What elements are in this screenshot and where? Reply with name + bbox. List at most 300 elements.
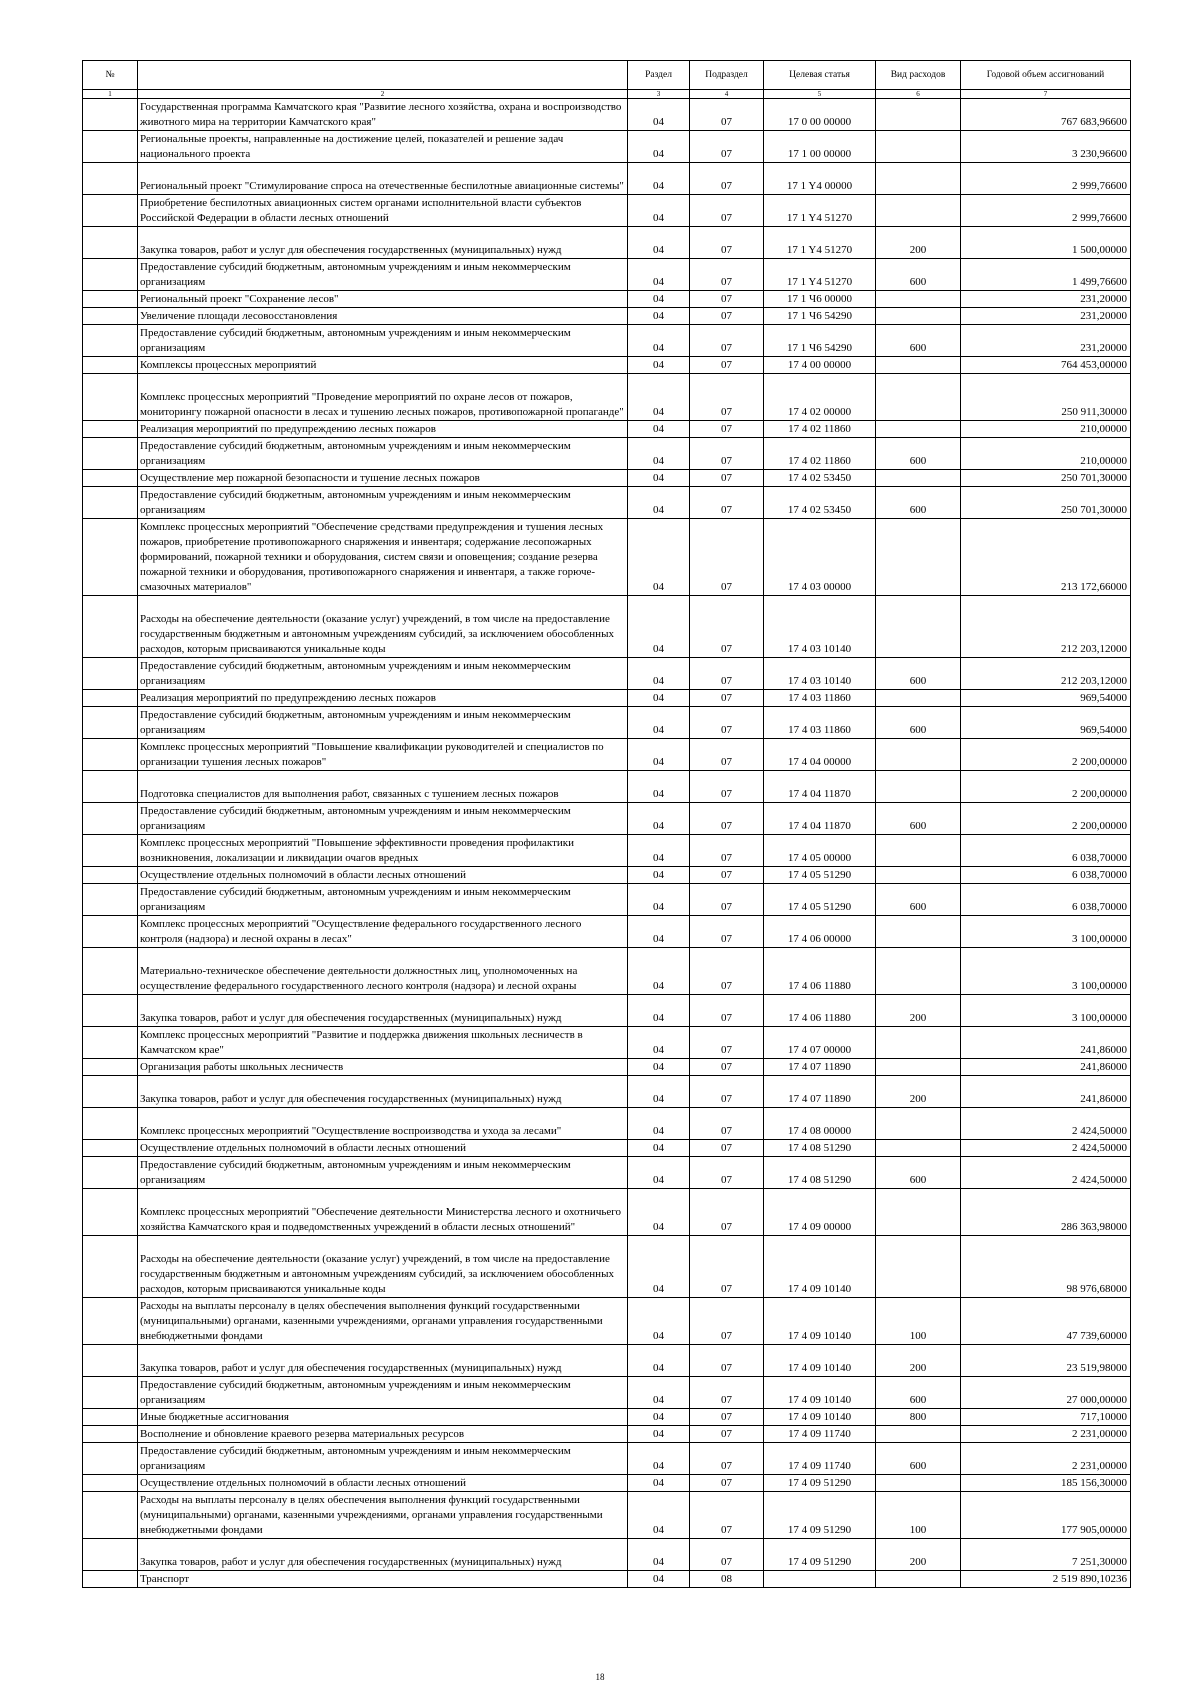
row-name-cell: Комплекс процессных мероприятий "Осуществление воспроизводства и ухода за лесами" [138,1108,628,1140]
row-name-cell: Закупка товаров, работ и услуг для обеспечения государственных (муниципальных) нужд [138,1345,628,1377]
row-expense-type-cell [876,1426,961,1443]
row-subsection-cell: 07 [690,771,764,803]
column-number: 6 [876,90,961,99]
row-target-cell: 17 4 09 51290 [764,1539,876,1571]
row-number-cell [83,325,138,357]
row-expense-type-cell: 600 [876,707,961,739]
row-expense-type-cell [876,374,961,421]
table-row [83,1157,1131,1189]
row-subsection-cell: 07 [690,690,764,707]
table-row [83,803,1131,835]
row-amount-cell: 764 453,00000 [961,357,1131,374]
table-row [83,308,1131,325]
row-amount-cell: 2 999,76600 [961,163,1131,195]
row-name-cell: Осуществление отдельных полномочий в области лесных отношений [138,1475,628,1492]
column-number: 7 [961,90,1131,99]
row-number-cell [83,1140,138,1157]
table-row [83,596,1131,658]
row-name-cell: Закупка товаров, работ и услуг для обеспечения государственных (муниципальных) нужд [138,1539,628,1571]
row-name-cell: Организация работы школьных лесничеств [138,1059,628,1076]
row-amount-cell: 2 231,00000 [961,1426,1131,1443]
row-target-cell: 17 4 04 11870 [764,771,876,803]
row-expense-type-cell: 100 [876,1492,961,1539]
row-section-cell: 04 [628,99,690,131]
row-number-cell [83,99,138,131]
row-target-cell: 17 4 09 10140 [764,1409,876,1426]
table-row [83,438,1131,470]
row-subsection-cell: 07 [690,259,764,291]
row-name-cell: Государственная программа Камчатского края "Развитие лесного хозяйства, охрана и воспроизводство животного мира на территории Камчатского края" [138,99,628,131]
row-name-cell: Транспорт [138,1571,628,1588]
row-subsection-cell: 07 [690,1059,764,1076]
row-expense-type-cell [876,771,961,803]
row-subsection-cell: 07 [690,438,764,470]
row-number-cell [83,803,138,835]
row-number-cell [83,519,138,596]
row-subsection-cell: 07 [690,519,764,596]
table-row [83,948,1131,995]
row-number-cell [83,1475,138,1492]
row-target-cell: 17 4 06 11880 [764,995,876,1027]
row-name-cell: Предоставление субсидий бюджетным, автономным учреждениям и иным некоммерческим организациям [138,803,628,835]
row-amount-cell: 47 739,60000 [961,1298,1131,1345]
row-expense-type-cell: 600 [876,658,961,690]
row-section-cell: 04 [628,308,690,325]
header-expense-type: Вид расходов [876,61,961,90]
table-row [83,259,1131,291]
row-amount-cell: 241,86000 [961,1076,1131,1108]
row-section-cell: 04 [628,357,690,374]
row-expense-type-cell: 600 [876,438,961,470]
row-number-cell [83,707,138,739]
row-target-cell: 17 4 03 10140 [764,658,876,690]
row-name-cell: Закупка товаров, работ и услуг для обеспечения государственных (муниципальных) нужд [138,1076,628,1108]
row-amount-cell: 231,20000 [961,291,1131,308]
table-row [83,374,1131,421]
table-row [83,1027,1131,1059]
row-amount-cell: 212 203,12000 [961,658,1131,690]
row-name-cell: Расходы на выплаты персоналу в целях обеспечения выполнения функций государственными (муниципальными) органами, казенными учреждениями, органами управления государственными внебюджетными фондами [138,1492,628,1539]
row-section-cell: 04 [628,1108,690,1140]
row-name-cell: Комплекс процессных мероприятий "Повышение эффективности проведения профилактики возникновения, локализации и ликвидации очагов вредных [138,835,628,867]
table-row [83,1189,1131,1236]
row-subsection-cell: 07 [690,308,764,325]
row-target-cell [764,1571,876,1588]
row-section-cell: 04 [628,163,690,195]
row-name-cell: Предоставление субсидий бюджетным, автономным учреждениям и иным некоммерческим организациям [138,1443,628,1475]
table-row [83,357,1131,374]
row-number-cell [83,470,138,487]
table-row [83,519,1131,596]
row-number-cell [83,259,138,291]
table-row [83,99,1131,131]
row-expense-type-cell: 600 [876,1443,961,1475]
row-amount-cell: 177 905,00000 [961,1492,1131,1539]
table-row [83,916,1131,948]
row-target-cell: 17 0 00 00000 [764,99,876,131]
row-subsection-cell: 07 [690,1140,764,1157]
row-expense-type-cell [876,835,961,867]
row-target-cell: 17 1 Ч6 54290 [764,308,876,325]
row-number-cell [83,1409,138,1426]
table-row [83,658,1131,690]
row-name-cell: Комплекс процессных мероприятий "Повышение квалификации руководителей и специалистов по организации тушения лесных пожаров" [138,739,628,771]
row-target-cell: 17 4 08 51290 [764,1157,876,1189]
row-amount-cell: 98 976,68000 [961,1236,1131,1298]
row-number-cell [83,195,138,227]
page-number: 18 [595,1672,605,1682]
row-subsection-cell: 07 [690,995,764,1027]
row-amount-cell: 6 038,70000 [961,867,1131,884]
row-section-cell: 04 [628,325,690,357]
row-expense-type-cell [876,690,961,707]
table-row [83,1492,1131,1539]
row-number-cell [83,867,138,884]
row-expense-type-cell: 600 [876,325,961,357]
row-amount-cell: 3 100,00000 [961,995,1131,1027]
table-row [83,1426,1131,1443]
row-subsection-cell: 07 [690,163,764,195]
row-target-cell: 17 4 09 00000 [764,1189,876,1236]
row-section-cell: 04 [628,739,690,771]
row-number-cell [83,374,138,421]
row-subsection-cell: 07 [690,596,764,658]
table-row [83,227,1131,259]
row-target-cell: 17 4 06 00000 [764,916,876,948]
row-subsection-cell: 07 [690,1236,764,1298]
row-name-cell: Реализация мероприятий по предупреждению лесных пожаров [138,690,628,707]
row-amount-cell: 3 230,96600 [961,131,1131,163]
column-number: 4 [690,90,764,99]
row-target-cell: 17 4 05 51290 [764,867,876,884]
row-number-cell [83,948,138,995]
row-subsection-cell: 07 [690,1298,764,1345]
row-amount-cell: 2 424,50000 [961,1108,1131,1140]
row-subsection-cell: 07 [690,487,764,519]
row-amount-cell: 27 000,00000 [961,1377,1131,1409]
row-name-cell: Предоставление субсидий бюджетным, автономным учреждениям и иным некоммерческим организациям [138,884,628,916]
row-number-cell [83,1236,138,1298]
row-number-cell [83,1298,138,1345]
row-target-cell: 17 4 02 11860 [764,421,876,438]
row-subsection-cell: 07 [690,1027,764,1059]
row-expense-type-cell [876,99,961,131]
row-expense-type-cell: 600 [876,487,961,519]
row-name-cell: Материально-техническое обеспечение деятельности должностных лиц, уполномоченных на осуществление федерального государственного лесного контроля (надзора) и лесной охраны [138,948,628,995]
row-name-cell: Увеличение площади лесовосстановления [138,308,628,325]
row-subsection-cell: 07 [690,1377,764,1409]
row-subsection-cell: 07 [690,1539,764,1571]
table-row [83,1345,1131,1377]
column-number: 2 [138,90,628,99]
row-subsection-cell: 07 [690,99,764,131]
row-amount-cell: 23 519,98000 [961,1345,1131,1377]
row-number-cell [83,131,138,163]
row-subsection-cell: 07 [690,803,764,835]
row-section-cell: 04 [628,259,690,291]
row-expense-type-cell [876,1027,961,1059]
row-section-cell: 04 [628,948,690,995]
row-number-cell [83,771,138,803]
column-number-row [83,90,1131,99]
row-expense-type-cell: 200 [876,227,961,259]
row-number-cell [83,1108,138,1140]
row-target-cell: 17 4 03 11860 [764,690,876,707]
row-amount-cell: 210,00000 [961,421,1131,438]
row-name-cell: Расходы на обеспечение деятельности (оказание услуг) учреждений, в том числе на предоставление государственным бюджетным и автономным учреждениям субсидий, за исключением обособленных расходов, которым присваиваются уникальные коды [138,596,628,658]
row-section-cell: 04 [628,1377,690,1409]
row-section-cell: 04 [628,867,690,884]
row-amount-cell: 7 251,30000 [961,1539,1131,1571]
row-expense-type-cell [876,1108,961,1140]
row-target-cell: 17 4 09 11740 [764,1443,876,1475]
table-row [83,835,1131,867]
row-section-cell: 04 [628,707,690,739]
row-section-cell: 04 [628,1189,690,1236]
row-expense-type-cell [876,1059,961,1076]
row-section-cell: 04 [628,658,690,690]
row-section-cell: 04 [628,803,690,835]
row-expense-type-cell [876,308,961,325]
row-subsection-cell: 07 [690,470,764,487]
table-row [83,1571,1131,1588]
row-number-cell [83,995,138,1027]
row-amount-cell: 6 038,70000 [961,835,1131,867]
header-section: Раздел [628,61,690,90]
row-name-cell: Восполнение и обновление краевого резерва материальных ресурсов [138,1426,628,1443]
table-row [83,1140,1131,1157]
row-subsection-cell: 07 [690,707,764,739]
row-amount-cell: 241,86000 [961,1059,1131,1076]
row-name-cell: Предоставление субсидий бюджетным, автономным учреждениям и иным некоммерческим организациям [138,487,628,519]
row-amount-cell: 717,10000 [961,1409,1131,1426]
row-target-cell: 17 4 09 51290 [764,1492,876,1539]
row-number-cell [83,1157,138,1189]
row-section-cell: 04 [628,1345,690,1377]
row-amount-cell: 1 500,00000 [961,227,1131,259]
row-name-cell: Предоставление субсидий бюджетным, автономным учреждениям и иным некоммерческим организациям [138,1377,628,1409]
row-section-cell: 04 [628,1157,690,1189]
row-name-cell: Комплекс процессных мероприятий "Обеспечение деятельности Министерства лесного и охотничьего хозяйства Камчатского края и подведомственных учреждений в области лесных отношений" [138,1189,628,1236]
row-subsection-cell: 07 [690,291,764,308]
row-expense-type-cell [876,1236,961,1298]
row-subsection-cell: 07 [690,195,764,227]
row-expense-type-cell [876,596,961,658]
row-name-cell: Расходы на выплаты персоналу в целях обеспечения выполнения функций государственными (муниципальными) органами, казенными учреждениями, органами управления государственными внебюджетными фондами [138,1298,628,1345]
row-target-cell: 17 1 Y4 00000 [764,163,876,195]
row-section-cell: 04 [628,1059,690,1076]
row-number-cell [83,1492,138,1539]
row-number-cell [83,308,138,325]
row-expense-type-cell [876,1475,961,1492]
row-section-cell: 04 [628,374,690,421]
column-number: 5 [764,90,876,99]
table-row [83,195,1131,227]
row-section-cell: 04 [628,995,690,1027]
budget-table [82,60,1131,1588]
row-amount-cell: 3 100,00000 [961,916,1131,948]
row-expense-type-cell [876,1140,961,1157]
row-target-cell: 17 1 Ч6 54290 [764,325,876,357]
row-amount-cell: 6 038,70000 [961,884,1131,916]
row-name-cell: Приобретение беспилотных авиационных систем органами исполнительной власти субъектов Российской Федерации в области лесных отношений [138,195,628,227]
row-name-cell: Реализация мероприятий по предупреждению лесных пожаров [138,421,628,438]
row-section-cell: 04 [628,1236,690,1298]
row-target-cell: 17 4 02 53450 [764,487,876,519]
row-section-cell: 04 [628,596,690,658]
table-row [83,884,1131,916]
row-target-cell: 17 4 06 11880 [764,948,876,995]
row-amount-cell: 2 200,00000 [961,803,1131,835]
row-subsection-cell: 07 [690,357,764,374]
row-name-cell: Комплекс процессных мероприятий "Проведение мероприятий по охране лесов от пожаров, мониторингу пожарной опасности в лесах и тушению лесных пожаров, противопожарной пропаганде" [138,374,628,421]
table-row [83,421,1131,438]
row-amount-cell: 250 701,30000 [961,487,1131,519]
row-expense-type-cell: 200 [876,1076,961,1108]
row-expense-type-cell [876,519,961,596]
row-name-cell: Иные бюджетные ассигнования [138,1409,628,1426]
row-expense-type-cell: 200 [876,995,961,1027]
row-name-cell: Предоставление субсидий бюджетным, автономным учреждениям и иным некоммерческим организациям [138,438,628,470]
row-number-cell [83,1426,138,1443]
row-subsection-cell: 07 [690,1426,764,1443]
table-row [83,1108,1131,1140]
row-target-cell: 17 4 02 11860 [764,438,876,470]
row-target-cell: 17 4 05 51290 [764,884,876,916]
table-row [83,1377,1131,1409]
row-number-cell [83,1059,138,1076]
table-row [83,1409,1131,1426]
row-name-cell: Комплексы процессных мероприятий [138,357,628,374]
table-header-row [83,61,1131,90]
row-target-cell: 17 1 Y4 51270 [764,227,876,259]
row-expense-type-cell [876,291,961,308]
row-section-cell: 04 [628,1140,690,1157]
row-name-cell: Расходы на обеспечение деятельности (оказание услуг) учреждений, в том числе на предоставление государственным бюджетным и автономным учреждениям субсидий, за исключением обособленных расходов, которым присваиваются уникальные коды [138,1236,628,1298]
row-expense-type-cell: 200 [876,1539,961,1571]
row-section-cell: 04 [628,1475,690,1492]
table-row [83,487,1131,519]
table-row [83,1059,1131,1076]
table-row [83,1236,1131,1298]
row-name-cell: Осуществление мер пожарной безопасности и тушение лесных пожаров [138,470,628,487]
row-amount-cell: 969,54000 [961,707,1131,739]
row-amount-cell: 250 911,30000 [961,374,1131,421]
row-amount-cell: 2 200,00000 [961,739,1131,771]
row-expense-type-cell: 600 [876,1157,961,1189]
row-name-cell: Комплекс процессных мероприятий "Обеспечение средствами предупреждения и тушения лесных пожаров, приобретение противопожарного снаряжения и инвентаря; содержание лесопожарных формирований, пожарной техники и оборудования, систем связи и оповещения; создание резерва пожарной техники и оборудования, противопожарного снаряжения и инвентаря, а также горюче-смазочных материалов" [138,519,628,596]
row-amount-cell: 2 519 890,10236 [961,1571,1131,1588]
row-target-cell: 17 1 00 00000 [764,131,876,163]
header-no: № [83,61,138,90]
table-row [83,771,1131,803]
row-section-cell: 04 [628,1409,690,1426]
table-row [83,325,1131,357]
row-subsection-cell: 07 [690,421,764,438]
row-section-cell: 04 [628,916,690,948]
row-target-cell: 17 4 05 00000 [764,835,876,867]
table-row [83,1475,1131,1492]
row-section-cell: 04 [628,519,690,596]
header-amount: Годовой объем ассигнований [961,61,1131,90]
row-name-cell: Предоставление субсидий бюджетным, автономным учреждениям и иным некоммерческим организациям [138,325,628,357]
row-target-cell: 17 4 08 51290 [764,1140,876,1157]
row-section-cell: 04 [628,884,690,916]
row-number-cell [83,835,138,867]
row-target-cell: 17 4 09 10140 [764,1236,876,1298]
row-name-cell: Предоставление субсидий бюджетным, автономным учреждениям и иным некоммерческим организациям [138,1157,628,1189]
row-expense-type-cell: 600 [876,803,961,835]
row-expense-type-cell [876,916,961,948]
row-name-cell: Осуществление отдельных полномочий в области лесных отношений [138,867,628,884]
row-section-cell: 04 [628,438,690,470]
row-section-cell: 04 [628,1076,690,1108]
row-expense-type-cell [876,1571,961,1588]
table-row [83,1443,1131,1475]
row-target-cell: 17 1 Y4 51270 [764,195,876,227]
row-amount-cell: 2 231,00000 [961,1443,1131,1475]
row-subsection-cell: 07 [690,1475,764,1492]
row-section-cell: 04 [628,227,690,259]
row-section-cell: 04 [628,1539,690,1571]
row-name-cell: Подготовка специалистов для выполнения работ, связанных с тушением лесных пожаров [138,771,628,803]
row-target-cell: 17 4 07 11890 [764,1059,876,1076]
row-target-cell: 17 4 09 11740 [764,1426,876,1443]
row-amount-cell: 231,20000 [961,308,1131,325]
row-amount-cell: 969,54000 [961,690,1131,707]
row-name-cell: Закупка товаров, работ и услуг для обеспечения государственных (муниципальных) нужд [138,995,628,1027]
row-subsection-cell: 07 [690,227,764,259]
row-name-cell: Комплекс процессных мероприятий "Осуществление федерального государственного лесного контроля (надзора) и лесной охраны в лесах" [138,916,628,948]
table-row [83,131,1131,163]
row-name-cell: Предоставление субсидий бюджетным, автономным учреждениям и иным некоммерческим организациям [138,658,628,690]
row-amount-cell: 210,00000 [961,438,1131,470]
row-subsection-cell: 08 [690,1571,764,1588]
row-section-cell: 04 [628,470,690,487]
row-section-cell: 04 [628,1571,690,1588]
row-number-cell [83,357,138,374]
row-number-cell [83,1027,138,1059]
row-expense-type-cell [876,948,961,995]
row-section-cell: 04 [628,1027,690,1059]
row-section-cell: 04 [628,131,690,163]
row-name-cell: Предоставление субсидий бюджетным, автономным учреждениям и иным некоммерческим организациям [138,707,628,739]
table-row [83,739,1131,771]
table-body [83,99,1131,1588]
row-target-cell: 17 1 Ч6 00000 [764,291,876,308]
column-number: 1 [83,90,138,99]
row-amount-cell: 2 424,50000 [961,1140,1131,1157]
row-number-cell [83,596,138,658]
row-expense-type-cell [876,195,961,227]
row-expense-type-cell [876,131,961,163]
row-expense-type-cell: 600 [876,259,961,291]
row-number-cell [83,739,138,771]
row-target-cell: 17 4 09 51290 [764,1475,876,1492]
row-expense-type-cell [876,1189,961,1236]
row-target-cell: 17 4 03 11860 [764,707,876,739]
table-row [83,470,1131,487]
row-amount-cell: 2 424,50000 [961,1157,1131,1189]
row-number-cell [83,690,138,707]
row-subsection-cell: 07 [690,131,764,163]
row-name-cell: Осуществление отдельных полномочий в области лесных отношений [138,1140,628,1157]
column-number: 3 [628,90,690,99]
row-number-cell [83,163,138,195]
header-target: Целевая статья [764,61,876,90]
row-expense-type-cell [876,739,961,771]
table-row [83,707,1131,739]
